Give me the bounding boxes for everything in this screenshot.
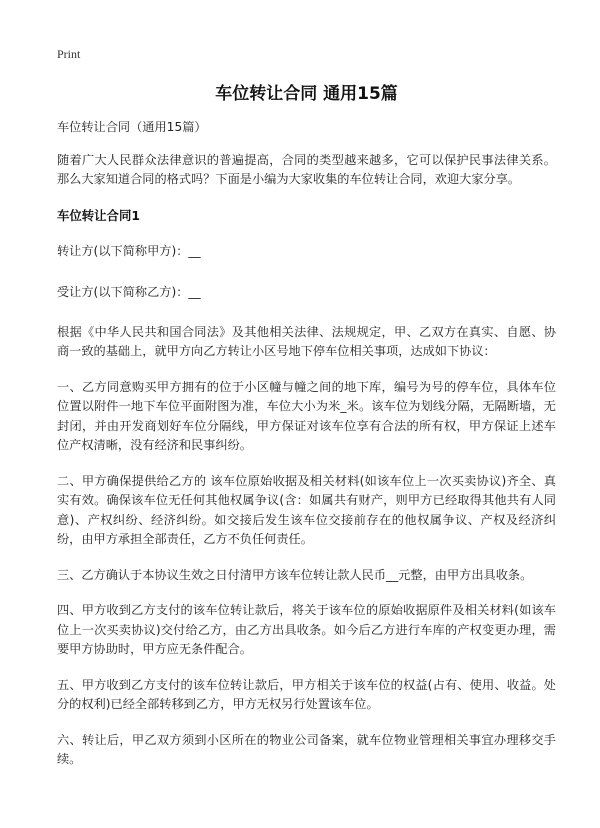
clause-5: 五、甲方收到乙方支付的该车位转让款后，甲方相关于该车位的权益(占有、使用、收益。处分的权利)已经全部转移到乙方，甲方无权另行处置该车位。 [57, 677, 556, 711]
clause-4: 四、甲方收到乙方支付的该车位转让款后，将关于该车位的原始收据原件及相关材料(如该车位上一次买卖协议)交付给乙方，由乙方出具收条。如今后乙方进行车库的产权变更办理，需要甲方协助时，甲方应无条件配合。 [57, 603, 556, 656]
transferee-field: 受让方(以下简称乙方)：__ [57, 284, 201, 299]
document-title: 车位转让合同 通用15篇 [215, 84, 398, 104]
transferor-field: 转让方(以下简称甲方)：__ [57, 243, 201, 258]
clause-6: 六、转让后，甲乙双方须到小区所在的物业公司备案，就车位物业管理相关事宜办理移交手续。 [57, 732, 556, 766]
print-label: Print [57, 47, 81, 61]
clause-3: 三、乙方确认于本协议生效之日付清甲方该车位转让款人民币__元整，由甲方出具收条。 [57, 567, 533, 582]
clause-1: 一、乙方同意购买甲方拥有的位于小区幢与幢之间的地下库，编号为号的停车位，具体车位位置以附件一地下车位平面附图为准，车位大小为米_米。该车位为划线分隔，无隔断墙，无封闭，并由开发商划好车位分隔线，甲方保证对该车位享有合法的所有权，甲方保证上述车位产权清晰，没有经济和民事纠纷。 [57, 379, 556, 452]
clause-2: 二、甲方确保提供给乙方的 该车位原始收据及相关材料(如该车位上一次买卖协议)齐全、真实有效。确保该车位无任何其他权属争议(含：如属共有财产，则甲方已经取得其他共有人同意)、产权纠纷、经济纠纷。如交接后发生该车位交接前存在的他权属争议、产权及经济纠纷，由甲方承担全部责任，乙方不负任何责任。 [57, 473, 556, 546]
intro-paragraph: 随着广大人民群众法律意识的普遍提高，合同的类型越来越多，它可以保护民事法律关系。那么大家知道合同的格式吗？下面是小编为大家收集的车位转让合同，欢迎大家分享。 [57, 152, 556, 186]
document-subtitle: 车位转让合同（通用15篇） [57, 120, 207, 134]
preamble-paragraph: 根据《中华人民共和国合同法》及其他相关法律、法规规定，甲、乙双方在真实、自愿、协商一致的基础上，就甲方向乙方转让小区号地下停车位相关事项，达成如下协议： [57, 324, 556, 358]
section-heading: 车位转让合同1 [57, 207, 140, 223]
